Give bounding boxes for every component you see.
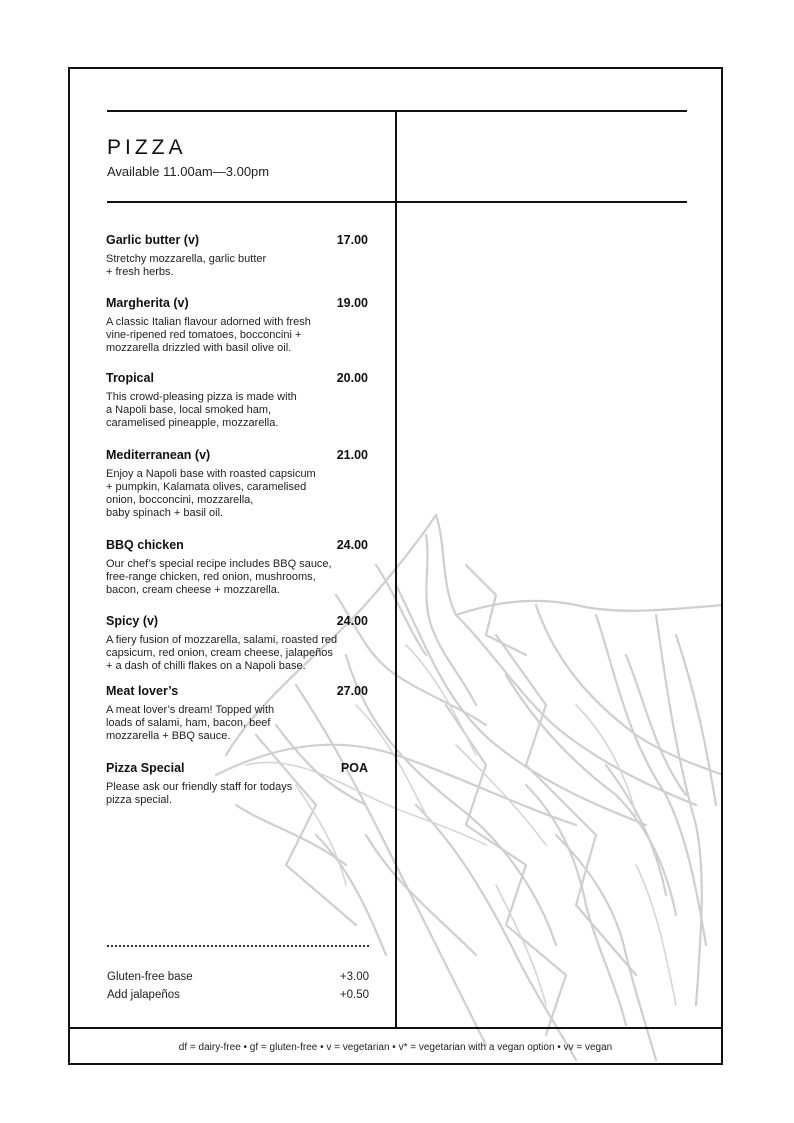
item-name: Pizza Special <box>106 761 185 775</box>
extra-option <box>107 989 369 1001</box>
item-description: A fiery fusion of mozzarella, salami, roasted red capsicum, red onion, cream cheese, jalapeños + a dash of chilli flakes on a Napoli base. <box>106 634 338 672</box>
item-description: Please ask our friendly staff for todays pizza special. <box>106 781 293 806</box>
item-description: Our chef’s special recipe includes BBQ sauce, free-range chicken, red onion, mushrooms, bacon, cream cheese + mozzarella. <box>106 558 332 596</box>
item-name: Mediterranean (v) <box>106 448 211 462</box>
item-description: A classic Italian flavour adorned with fresh vine-ripened red tomatoes, bocconcini + mozzarella drizzled with basil olive oil. <box>106 316 311 354</box>
item-price: 19.00 <box>336 296 368 310</box>
item-price: 17.00 <box>336 233 368 247</box>
item-price: 24.00 <box>336 614 368 628</box>
item-description: A meat lover’s dream! Topped with loads of salami, ham, bacon, beef mozzarella + BBQ sauce. <box>106 704 275 742</box>
item-price: 24.00 <box>336 538 368 552</box>
item-name: Meat lover’s <box>106 684 179 698</box>
item-description: This crowd-pleasing pizza is made with a Napoli base, local smoked ham, caramelised pineapple, mozzarella. <box>106 391 297 429</box>
menu-item <box>106 614 368 673</box>
availability-text: Available 11.00am—3.00pm <box>107 164 270 179</box>
extra-option <box>107 971 369 983</box>
item-name: Garlic butter (v) <box>106 233 200 247</box>
menu-item <box>106 448 368 520</box>
item-name: Margherita (v) <box>106 296 189 310</box>
item-name: Spicy (v) <box>106 614 159 628</box>
page-title: PIZZA <box>107 136 187 159</box>
menu-item <box>106 371 368 430</box>
column-divider <box>395 110 397 1028</box>
item-name: Tropical <box>106 371 154 385</box>
item-name: BBQ chicken <box>106 538 184 552</box>
extra-price: +0.50 <box>339 989 369 1001</box>
item-price: 27.00 <box>336 684 368 698</box>
menu-item <box>106 296 368 355</box>
item-price: 20.00 <box>336 371 368 385</box>
extra-name: Gluten-free base <box>107 971 193 983</box>
dotted-divider <box>107 945 369 947</box>
footer-rule <box>68 1027 723 1029</box>
item-description: Stretchy mozzarella, garlic butter + fresh herbs. <box>106 253 267 278</box>
item-description: Enjoy a Napoli base with roasted capsicum + pumpkin, Kalamata olives, caramelised onion, bocconcini, mozzarella, baby spinach + basil oil. <box>106 468 316 519</box>
menu-item <box>106 761 368 807</box>
extra-price: +3.00 <box>339 971 369 983</box>
header-top-rule <box>107 110 687 112</box>
header-bottom-rule <box>107 201 687 203</box>
menu-item <box>106 538 368 597</box>
dietary-legend: df = dairy-free • gf = gluten-free • v = vegetarian • v* = vegetarian with a vegan option • vv = vegan <box>178 1042 613 1053</box>
menu-item <box>106 684 368 743</box>
item-price: 21.00 <box>336 448 368 462</box>
extra-name: Add jalapeños <box>107 989 180 1001</box>
item-price: POA <box>340 761 368 775</box>
menu-item <box>106 233 368 279</box>
